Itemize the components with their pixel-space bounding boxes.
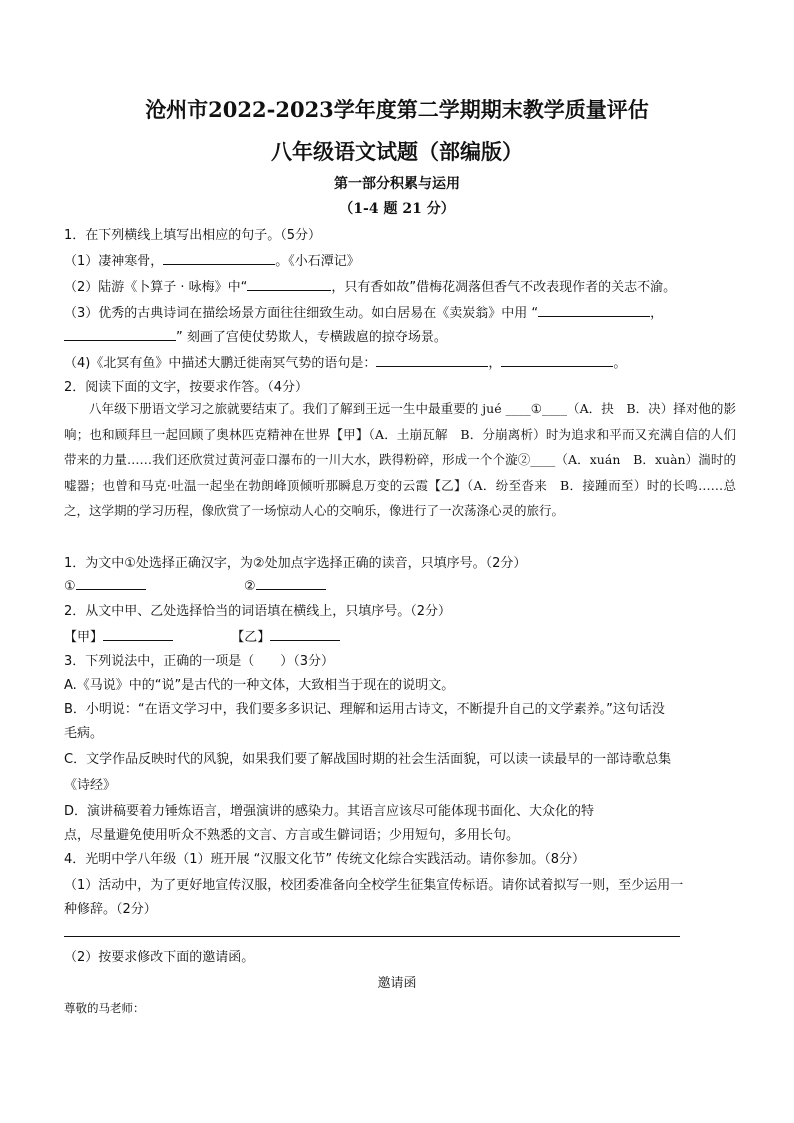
q1-part2: （2）陆游《卜算子 · 咏梅》中“ ，只有香如故”借梅花凋落但香气不改表现作者的关志不渝。 — [64, 276, 676, 295]
answer-blank[interactable] — [270, 627, 340, 641]
answer-line[interactable] — [64, 936, 680, 937]
q3-option-c-cont: 《诗经》 — [64, 778, 117, 793]
answer-blank[interactable] — [103, 627, 173, 641]
q3-option-b: B．小明说：“在语文学习中，我们要多多识记、理解和运用古诗文，不断提升自己的文学素养。”这句话没 — [64, 702, 665, 717]
q4-part1-cont: 种修辞。（2分） — [64, 902, 157, 917]
q3-option-d-cont: 点，尽量避免使用听众不熟悉的文言、方言或生僻词语；少用短句，多用长句。 — [64, 828, 520, 843]
q2-passage: 八年级下册语文学习之旅就要结束了。我们了解到王远一生中最重要的 jué ____①____（A．抉 B．决）择对他的影响；也和顾拜旦一起回顾了奥林匹克精神在世界【甲】（A．土崩瓦解 B．分崩离析）时为追求和平而又充满自信的人们带来的力量……我们还欣赏过黄河壶口瀑布的一川大水，跌得粉碎，形成一个个漩②____（A．xuán B．xuàn）湍时的嘘器；也曾和马克·吐温一起坐在勃朗峰顶倾听那瞬息万变的云霞【乙】（A．纷至沓来 B．接踵而至）时的长鸣……总之，这学期的学习历程，像欣赏了一场惊动人心的交响乐，像进行了一次荡涤心灵的旅行。 — [64, 401, 736, 518]
q2-sub2: 2．从文中甲、乙处选择恰当的词语填在横线上，只填序号。（2分） — [64, 604, 452, 619]
q3-stem: 3．下列说法中，正确的一项是（ ）（3分） — [64, 654, 335, 669]
q1-part3-cont: ” 刻画了宫使仗势欺人，专横跋扈的掠夺场景。 — [64, 326, 447, 345]
q2-stem: 2．阅读下面的文字，按要求作答。（4分） — [64, 380, 309, 395]
q4-part1: （1）活动中，为了更好地宣传汉服，校团委准备向全校学生征集宣传标语。请你试着拟写一则，至少运用一 — [64, 878, 684, 893]
section-heading: 第一部分积累与运用 — [334, 176, 460, 192]
q1-stem: 1．在下列横线上填写出相应的句子。（5分） — [64, 228, 322, 243]
answer-blank[interactable] — [64, 327, 176, 341]
q4-part2: （2）按要求修改下面的邀请函。 — [64, 950, 255, 965]
q3-option-c: C．文学作品反映时代的风貌，如果我们要了解战国时期的社会生活面貌，可以读一读最早的一部诗歌总集 — [64, 752, 672, 767]
answer-blank[interactable] — [501, 353, 613, 367]
q1-part3: （3）优秀的古典诗词在描绘场景方面往往细致生动。如白居易在《卖炭翁》中用 “ ， — [64, 302, 663, 321]
exam-subtitle: 八年级语文试题（部编版） — [271, 139, 523, 164]
q3-option-d: D．演讲稿要着力锤炼语言，增强演讲的感染力。其语言应该尽可能体现书面化、大众化的特 — [64, 804, 595, 819]
letter-greeting: 尊敬的马老师： — [64, 1001, 145, 1015]
answer-blank[interactable] — [76, 576, 146, 590]
q2-sub1-answers: ① ② — [64, 576, 326, 594]
q1-part1: （1）凄神寒骨， 。《小石潭记》 — [64, 250, 360, 269]
q2-sub2-answers: 【甲】 【乙】 — [64, 626, 340, 645]
exam-title: 沧州市2022-2023学年度第二学期期末教学质量评估 — [145, 97, 649, 122]
answer-blank[interactable] — [256, 576, 326, 590]
answer-blank[interactable] — [163, 251, 275, 265]
section-range: （1-4 题 21 分） — [339, 201, 455, 217]
q4-stem: 4．光明中学八年级（1）班开展 “汉服文化节” 传统文化综合实践活动。请你参加。（8分） — [64, 852, 586, 867]
q3-option-a: A.《马说》中的“说”是古代的一种文体，大致相当于现在的说明文。 — [64, 678, 455, 693]
answer-blank[interactable] — [247, 277, 331, 291]
answer-blank[interactable] — [376, 353, 488, 367]
letter-title: 邀请函 — [377, 976, 417, 991]
q1-part4: （4)《北冥有鱼》中描述大鹏迁徙南冥气势的语句是： ， 。 — [64, 352, 626, 371]
q3-option-b-cont: 毛病。 — [64, 726, 104, 741]
answer-blank[interactable] — [538, 303, 650, 317]
q2-sub1: 1．为文中①处选择正确汉字，为②处加点字选择正确的读音，只填序号。（2分） — [64, 556, 527, 571]
